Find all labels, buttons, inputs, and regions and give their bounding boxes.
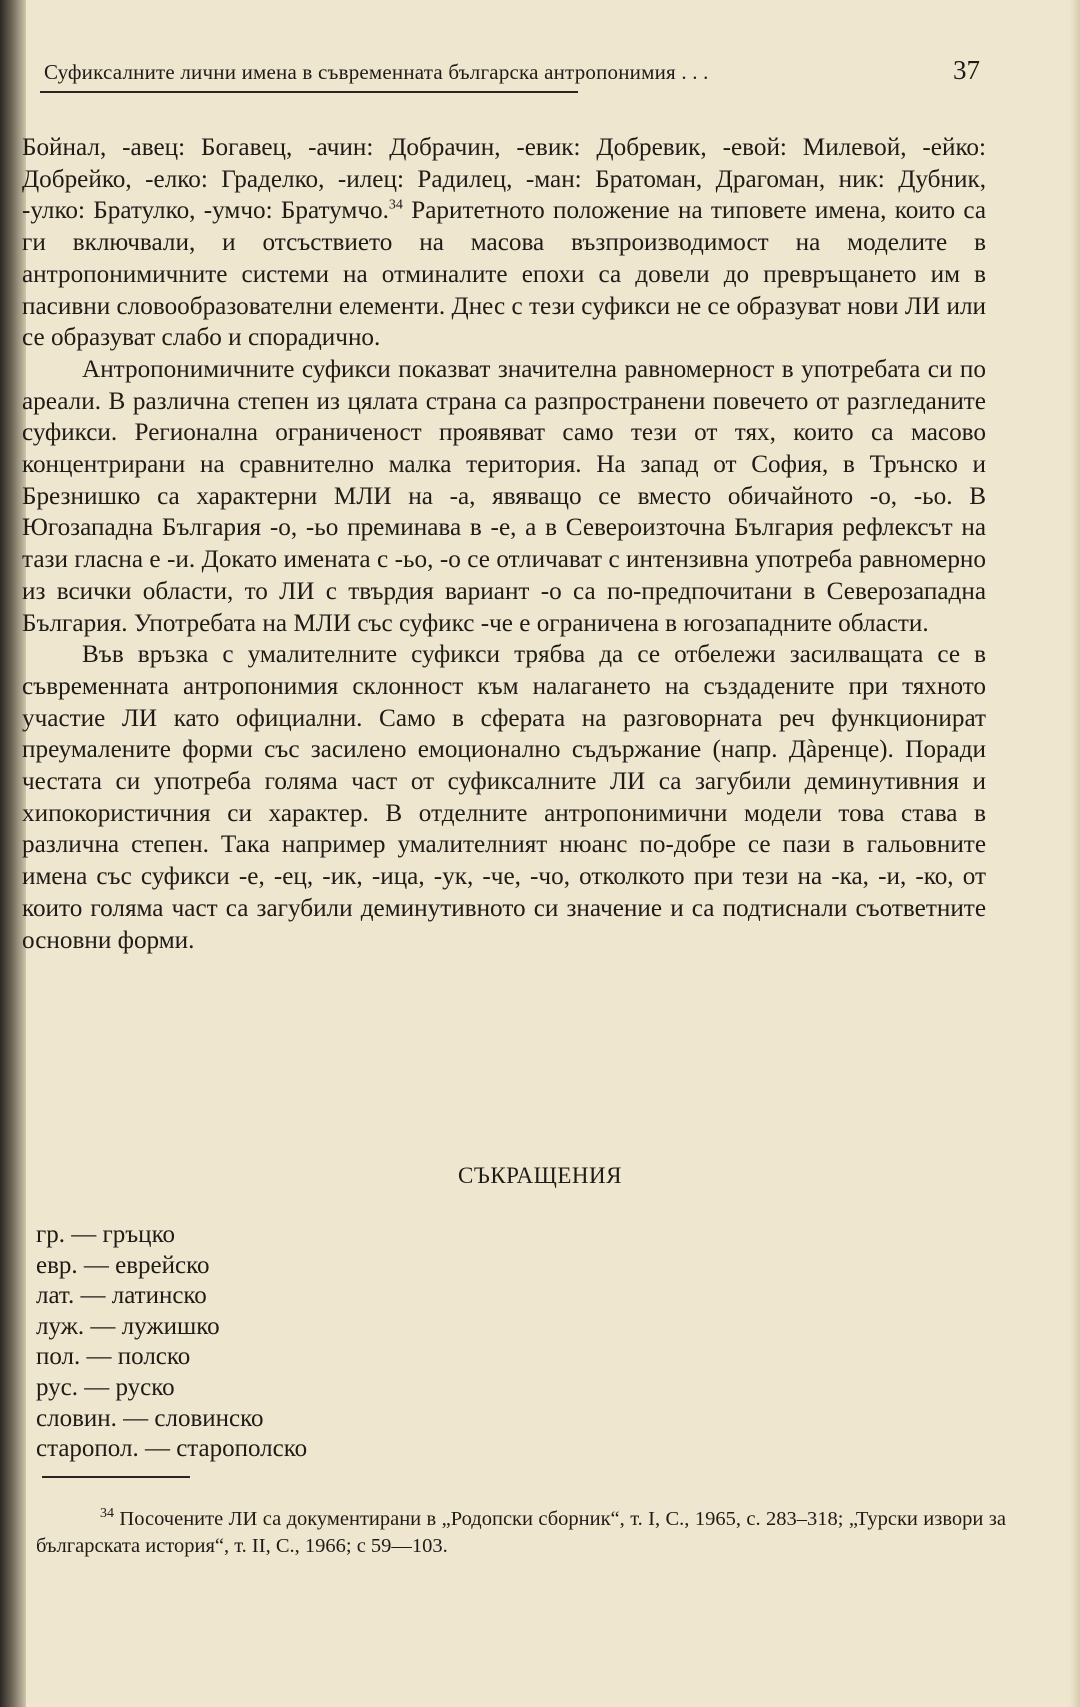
paragraph-1-continuation: Раритетното положение на типовете имена, които са ги включвали, и отсъствието на масова възпроизводимост на моделите в антропонимичните системи на отминалите епохи са довели до превръщането им в пасивни словообразователни елементи. Днес с тези суфикси не се образуват нови ЛИ или се образуват слабо и спорадично. <box>22 197 987 352</box>
footnote-text: Посочените ЛИ са документирани в „Родопски сборник“, т. I, С., 1965, с. 283–318; „Турски извори за българската история“, т. II, С., 1966; с 59—103. <box>36 1508 1006 1557</box>
page-number: 37 <box>953 55 980 85</box>
abbreviations-heading: СЪКРАЩЕНИЯ <box>458 1163 622 1188</box>
abbreviation-item: словин. — словинско <box>36 1404 264 1432</box>
abbreviation-item: луж. — лужишко <box>36 1312 220 1340</box>
abbreviation-item: старопол. — старополско <box>36 1435 308 1463</box>
footnote-paragraph <box>36 1506 1006 1560</box>
paragraph-1 <box>22 132 986 354</box>
abbreviation-item: гр. — гръцко <box>36 1221 175 1248</box>
main-text <box>22 132 986 956</box>
footnote-rule <box>42 1476 190 1478</box>
header-rule <box>40 91 578 93</box>
abbreviation-item: пол. — полско <box>36 1343 191 1371</box>
page-header <box>40 55 980 94</box>
footnote <box>36 1506 1006 1560</box>
abbreviation-item: рус. — руско <box>36 1373 175 1401</box>
paragraph-2: Антропонимичните суфикси показват значителна равномерност в употребата си по ареали. В различна степен из цялата страна са разпространени повечето от разгледаните суфикси. Регионална ограниченост проявяват само тези от тях, които са масово концентрирани на сравнително малка територия. На запад от София, в Трънско и Брезнишко са характерни МЛИ на -а, явяващо се вместо обичайното -о, -ьо. В Югозападна България -о, -ьо преминава в -е, а в Североизточна България рефлексът на тази гласна е -и. Докато имената с -ьо, -о се отличават с интензивна употреба равномерно из всички области, то ЛИ с твърдия вариант -о са по-предпочитани в Северозападна България. Употребата на МЛИ със суфикс -че е ограничена в югозападните области. <box>22 355 986 637</box>
footnote-mark: 34 <box>100 1506 114 1522</box>
abbreviation-item: лат. — латинско <box>36 1282 207 1310</box>
running-title: Суфиксалните лични имена в съвременната българска антропонимия . . . <box>44 60 709 84</box>
page-right-edge <box>1070 0 1080 1707</box>
paragraph-3: Във връзка с умалителните суфикси трябва да се отбележи засилващата се в съвременната антропонимия склонност към налагането на създадените при тяхното участие ЛИ като официални. Само в сферата на разговорната реч функционират преумалените форми със засилено емоционално съдържание (напр. Дàренце). Поради честата си употреба голяма част от суфиксалните ЛИ са загубили деминутивния и хипокористичния си характер. В отделните антропонимични модели това става в различна степен. Така например умалителният нюанс по-добре се пази в гальовните имена със суфикси -е, -ец, -ик, -ица, -ук, -че, -чо, отколкото при тези на -ка, -и, -ко, от които голяма част са загубили деминутивното си значение и са подтиснали съответните основни форми. <box>22 641 986 954</box>
abbreviations-list <box>36 1220 307 1465</box>
abbreviation-item: евр. — еврейско <box>36 1251 210 1279</box>
footnote-reference[interactable]: 34 <box>388 198 403 214</box>
paragraph-1-examples: Бойнал, -авец: Богавец, -ачин: Добрачин, -евик: Добревик, -евой: Милевой, -ейко: Добрейко, -елко: Граделко, -илец: Радилец, -ман: Братоман, Драгоман, ник: Дубник, -улко: Братулко, -умчо: Братумчо. <box>22 134 986 225</box>
